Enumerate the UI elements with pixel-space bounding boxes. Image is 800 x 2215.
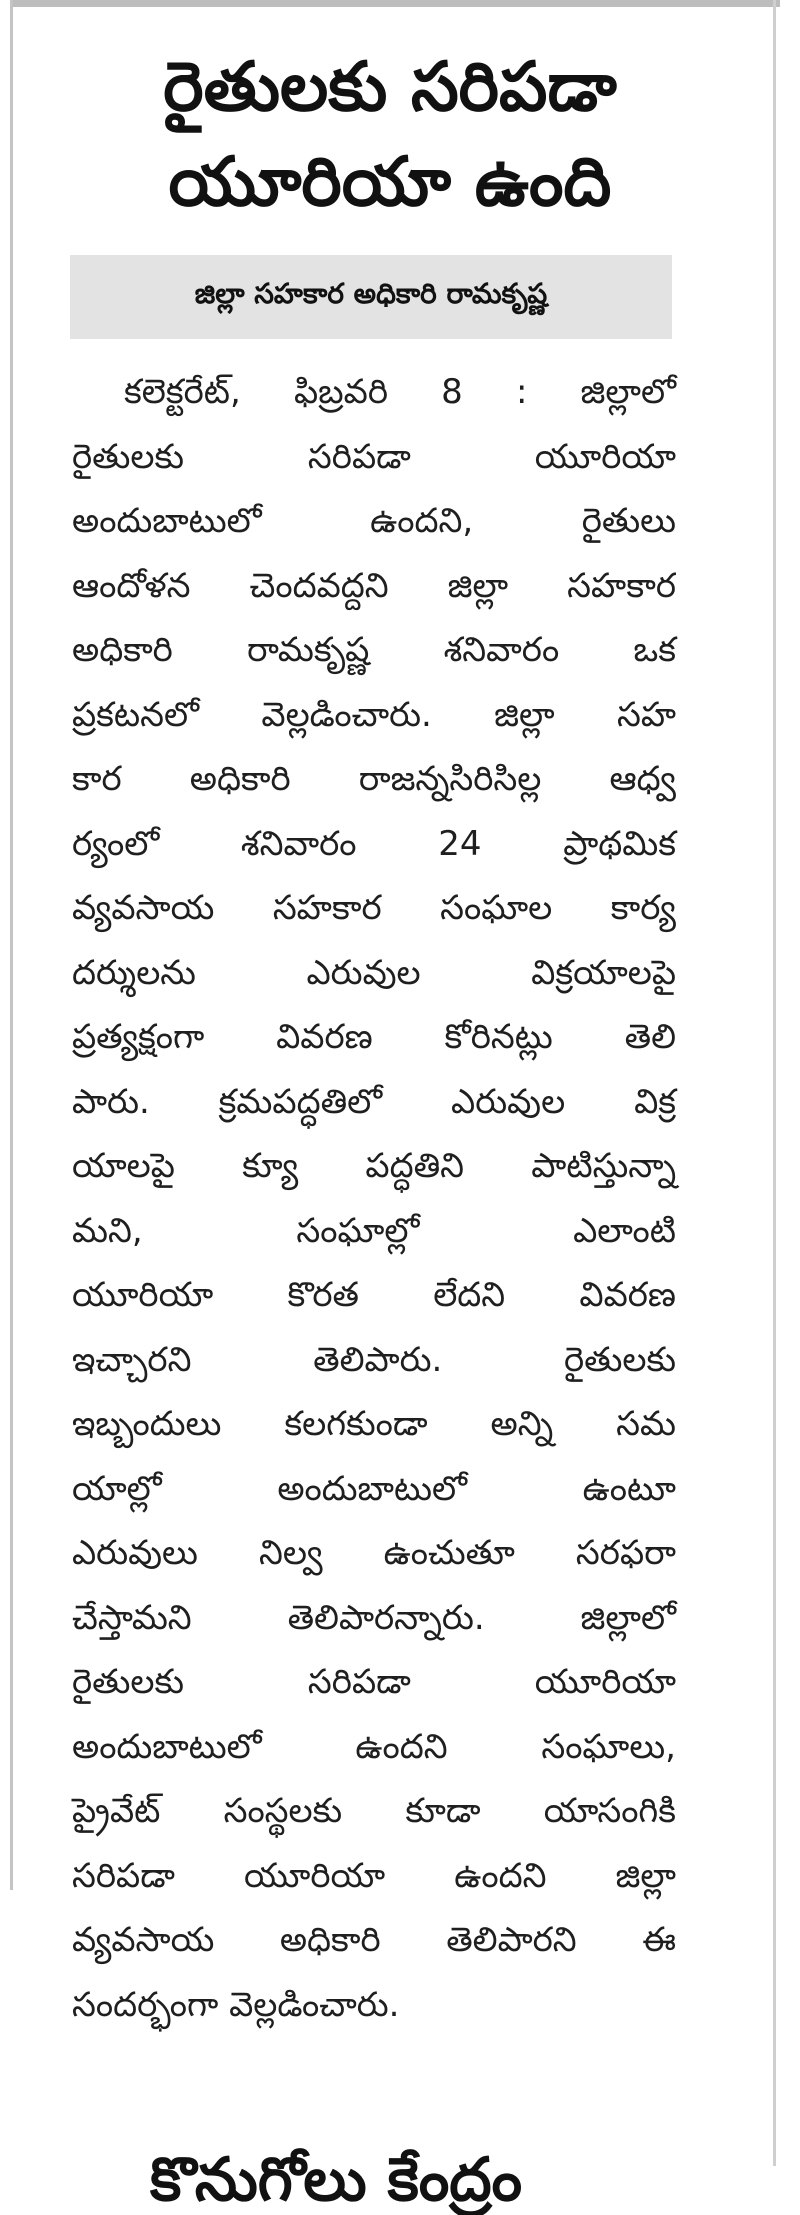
body-line: సరిపడా యూరియా ఉందని జిల్లా — [72, 1855, 676, 1896]
body-line: ఇబ్బందులు కలగకుండా అన్ని సమ — [72, 1404, 676, 1444]
subheading-box — [70, 255, 672, 339]
body-line: ఇచ్చారని తెలిపారు. రైతులకు — [72, 1339, 676, 1380]
body-line: యాలపై క్యూ పద్ధతిని పాటిస్తున్నా — [72, 1146, 676, 1186]
body-line: పారు. క్రమపద్ధతిలో ఎరువుల విక్ర — [72, 1081, 676, 1122]
body-line: మని, సంఘాల్లో ఎలాంటి — [72, 1210, 676, 1251]
article-headline — [70, 40, 710, 230]
body-line: ర్యంలో శనివారం 24 ప్రాథమిక — [72, 823, 676, 864]
body-line: అందుబాటులో ఉందని సంఘాలు, — [72, 1726, 676, 1767]
body-line: కలెక్టరేట్, ఫిబ్రవరి 8 : జిల్లాలో — [124, 372, 676, 412]
headline-line: యూరియా ఉంది — [168, 143, 612, 222]
body-line: దర్శులను ఎరువుల విక్రయాలపై — [72, 952, 676, 993]
body-line: ప్రత్యక్షంగా వివరణ కోరినట్లు తెలి — [72, 1017, 676, 1057]
body-line: రైతులకు సరిపడా యూరియా — [72, 1662, 676, 1702]
body-line: ప్రకటనలో వెల్లడించారు. జిల్లా సహ — [72, 694, 676, 735]
column-top-rule — [10, 0, 780, 7]
body-line: కార అధికారి రాజన్నసిరిసిల్ల ఆధ్వ — [72, 759, 676, 799]
body-line: యూరియా కొరత లేదని వివరణ — [72, 1275, 676, 1315]
next-headline-fragment: కొనుగోలు కేంద్రం — [150, 2145, 523, 2215]
body-line: వ్యవసాయ సహకార సంఘాల కార్య — [72, 888, 676, 928]
body-line: ఎరువులు నిల్వ ఉంచుతూ సరఫరా — [72, 1533, 676, 1573]
column-right-rule — [773, 0, 776, 2166]
body-line: సందర్భంగా వెల్లడించారు. — [72, 1984, 400, 2025]
body-line: చేస్తామని తెలిపారన్నారు. జిల్లాలో — [72, 1597, 676, 1638]
body-line: అందుబాటులో ఉందని, రైతులు — [72, 501, 676, 541]
next-article-headline-cutoff — [150, 2138, 590, 2215]
body-line: ప్రైవేట్ సంస్థలకు కూడా యాసంగికి — [72, 1791, 676, 1831]
body-line: యాల్లో అందుబాటులో ఉంటూ — [72, 1468, 676, 1509]
body-line: వ్యవసాయ అధికారి తెలిపారని ఈ — [72, 1920, 676, 1960]
article-subheading: జిల్లా సహకార అధికారి రామకృష్ణ — [194, 277, 548, 310]
body-line: అధికారి రామకృష్ణ శనివారం ఒక — [72, 630, 676, 670]
headline-line: రైతులకు సరిపడా — [163, 48, 617, 127]
column-left-rule — [10, 0, 13, 1890]
body-line: రైతులకు సరిపడా యూరియా — [72, 436, 676, 477]
body-line: ఆందోళన చెందవద్దని జిల్లా సహకార — [72, 565, 676, 606]
article-body — [72, 360, 676, 2037]
